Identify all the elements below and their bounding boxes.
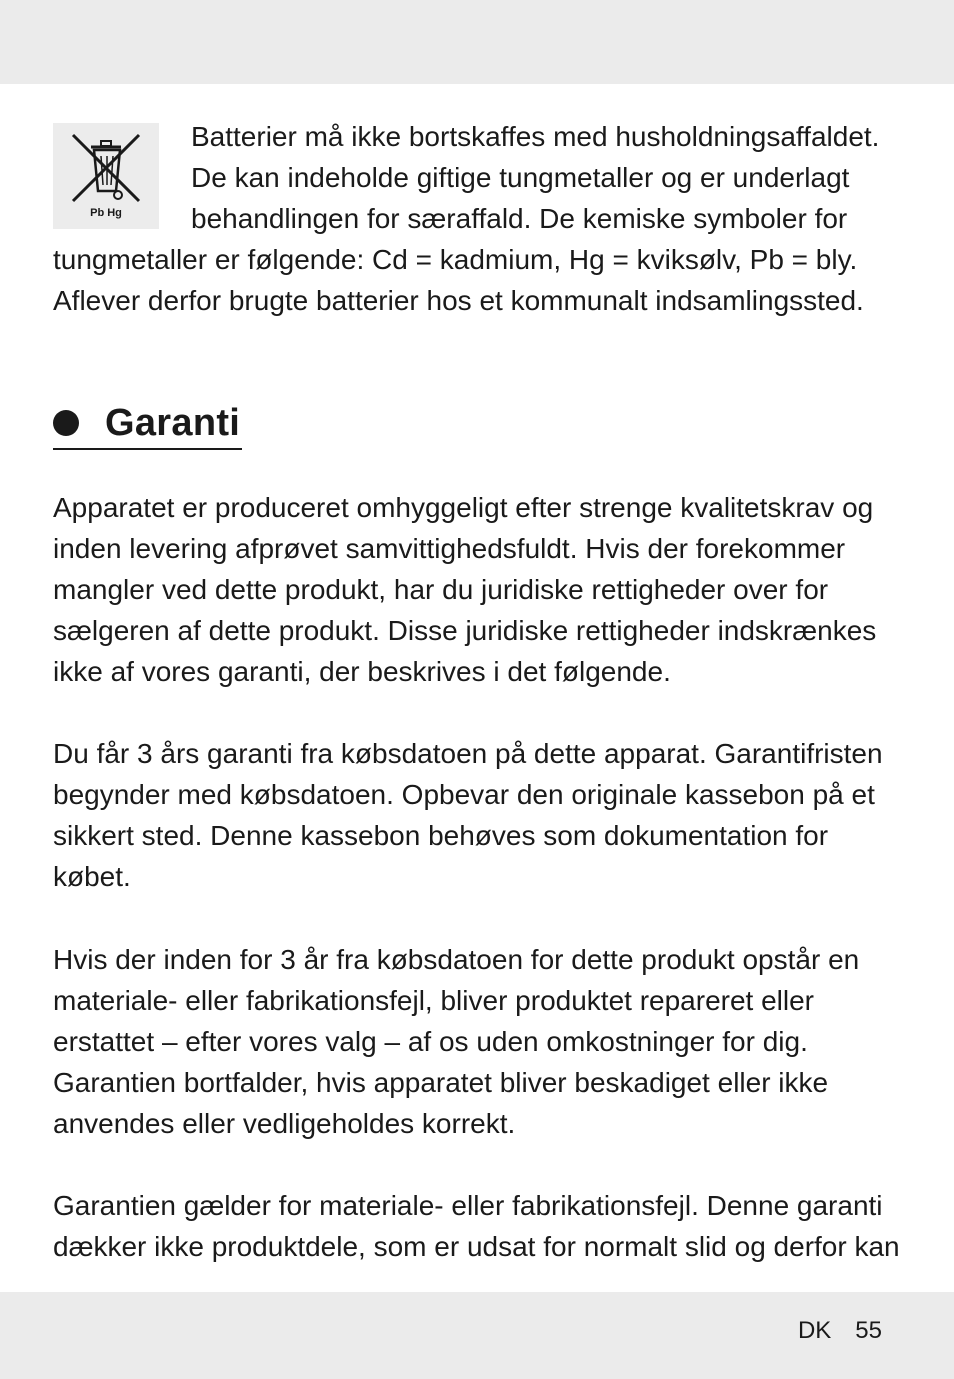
heading-bullet (53, 410, 79, 436)
paragraph-text: Hvis der inden for 3 år fra købsdatoen for dette produkt opstår en materiale- eller fabrikationsfejl, bliver produktet repareret eller erstattet – efter vores valg – af os uden omkostninger for dig. Garantien bortfalder, hvis apparatet bliver beskadiget eller ikke anvendes eller vedligeholdes korrekt. (53, 944, 860, 1139)
page-number: 55 (855, 1317, 882, 1344)
paragraph (53, 1185, 905, 1267)
page-footer (798, 1317, 882, 1345)
section-heading (53, 398, 242, 450)
heavy-metal-symbols-label: Pb Hg (90, 207, 122, 219)
page-header-band (0, 0, 954, 84)
paragraph-text: Garantien gælder for materiale- eller fabrikationsfejl. Denne garanti dækker ikke produktdele, som er udsat for normalt slid og derfor kan (53, 1190, 900, 1262)
battery-disposal-notice (53, 116, 905, 321)
section-heading-text: Garanti (105, 401, 241, 444)
paragraph (53, 733, 905, 897)
paragraph-text: Du får 3 års garanti fra købsdatoen på dette apparat. Garantifristen begynder med købsdatoen. Opbevar den originale kassebon på et sikkert sted. Denne kassebon behøves som dokumentation for købet. (53, 738, 883, 892)
paragraph-text: Apparatet er produceret omhyggeligt efter strenge kvalitetskrav og inden levering afprøvet samvittighedsfuldt. Hvis der forekommer mangler ved dette produkt, har du juridiske rettigheder over for sælgeren af dette produkt. Disse juridiske rettigheder indskrænkes ikke af vores garanti, der beskrives i det følgende. (53, 492, 877, 687)
language-code: DK (797, 1317, 832, 1344)
paragraph (53, 487, 905, 692)
paragraph (53, 939, 905, 1144)
battery-disposal-text: Batterier må ikke bortskaffes med husholdningsaffaldet. De kan indeholde giftige tungmetaller og er underlagt behandlingen for særaffald. De kemiske symboler for tungmetaller er følgende: Cd = kadmium, Hg = kviksølv, Pb = bly. Aflever derfor brugte batterier hos et kommunalt indsamlingssted. (53, 121, 880, 316)
